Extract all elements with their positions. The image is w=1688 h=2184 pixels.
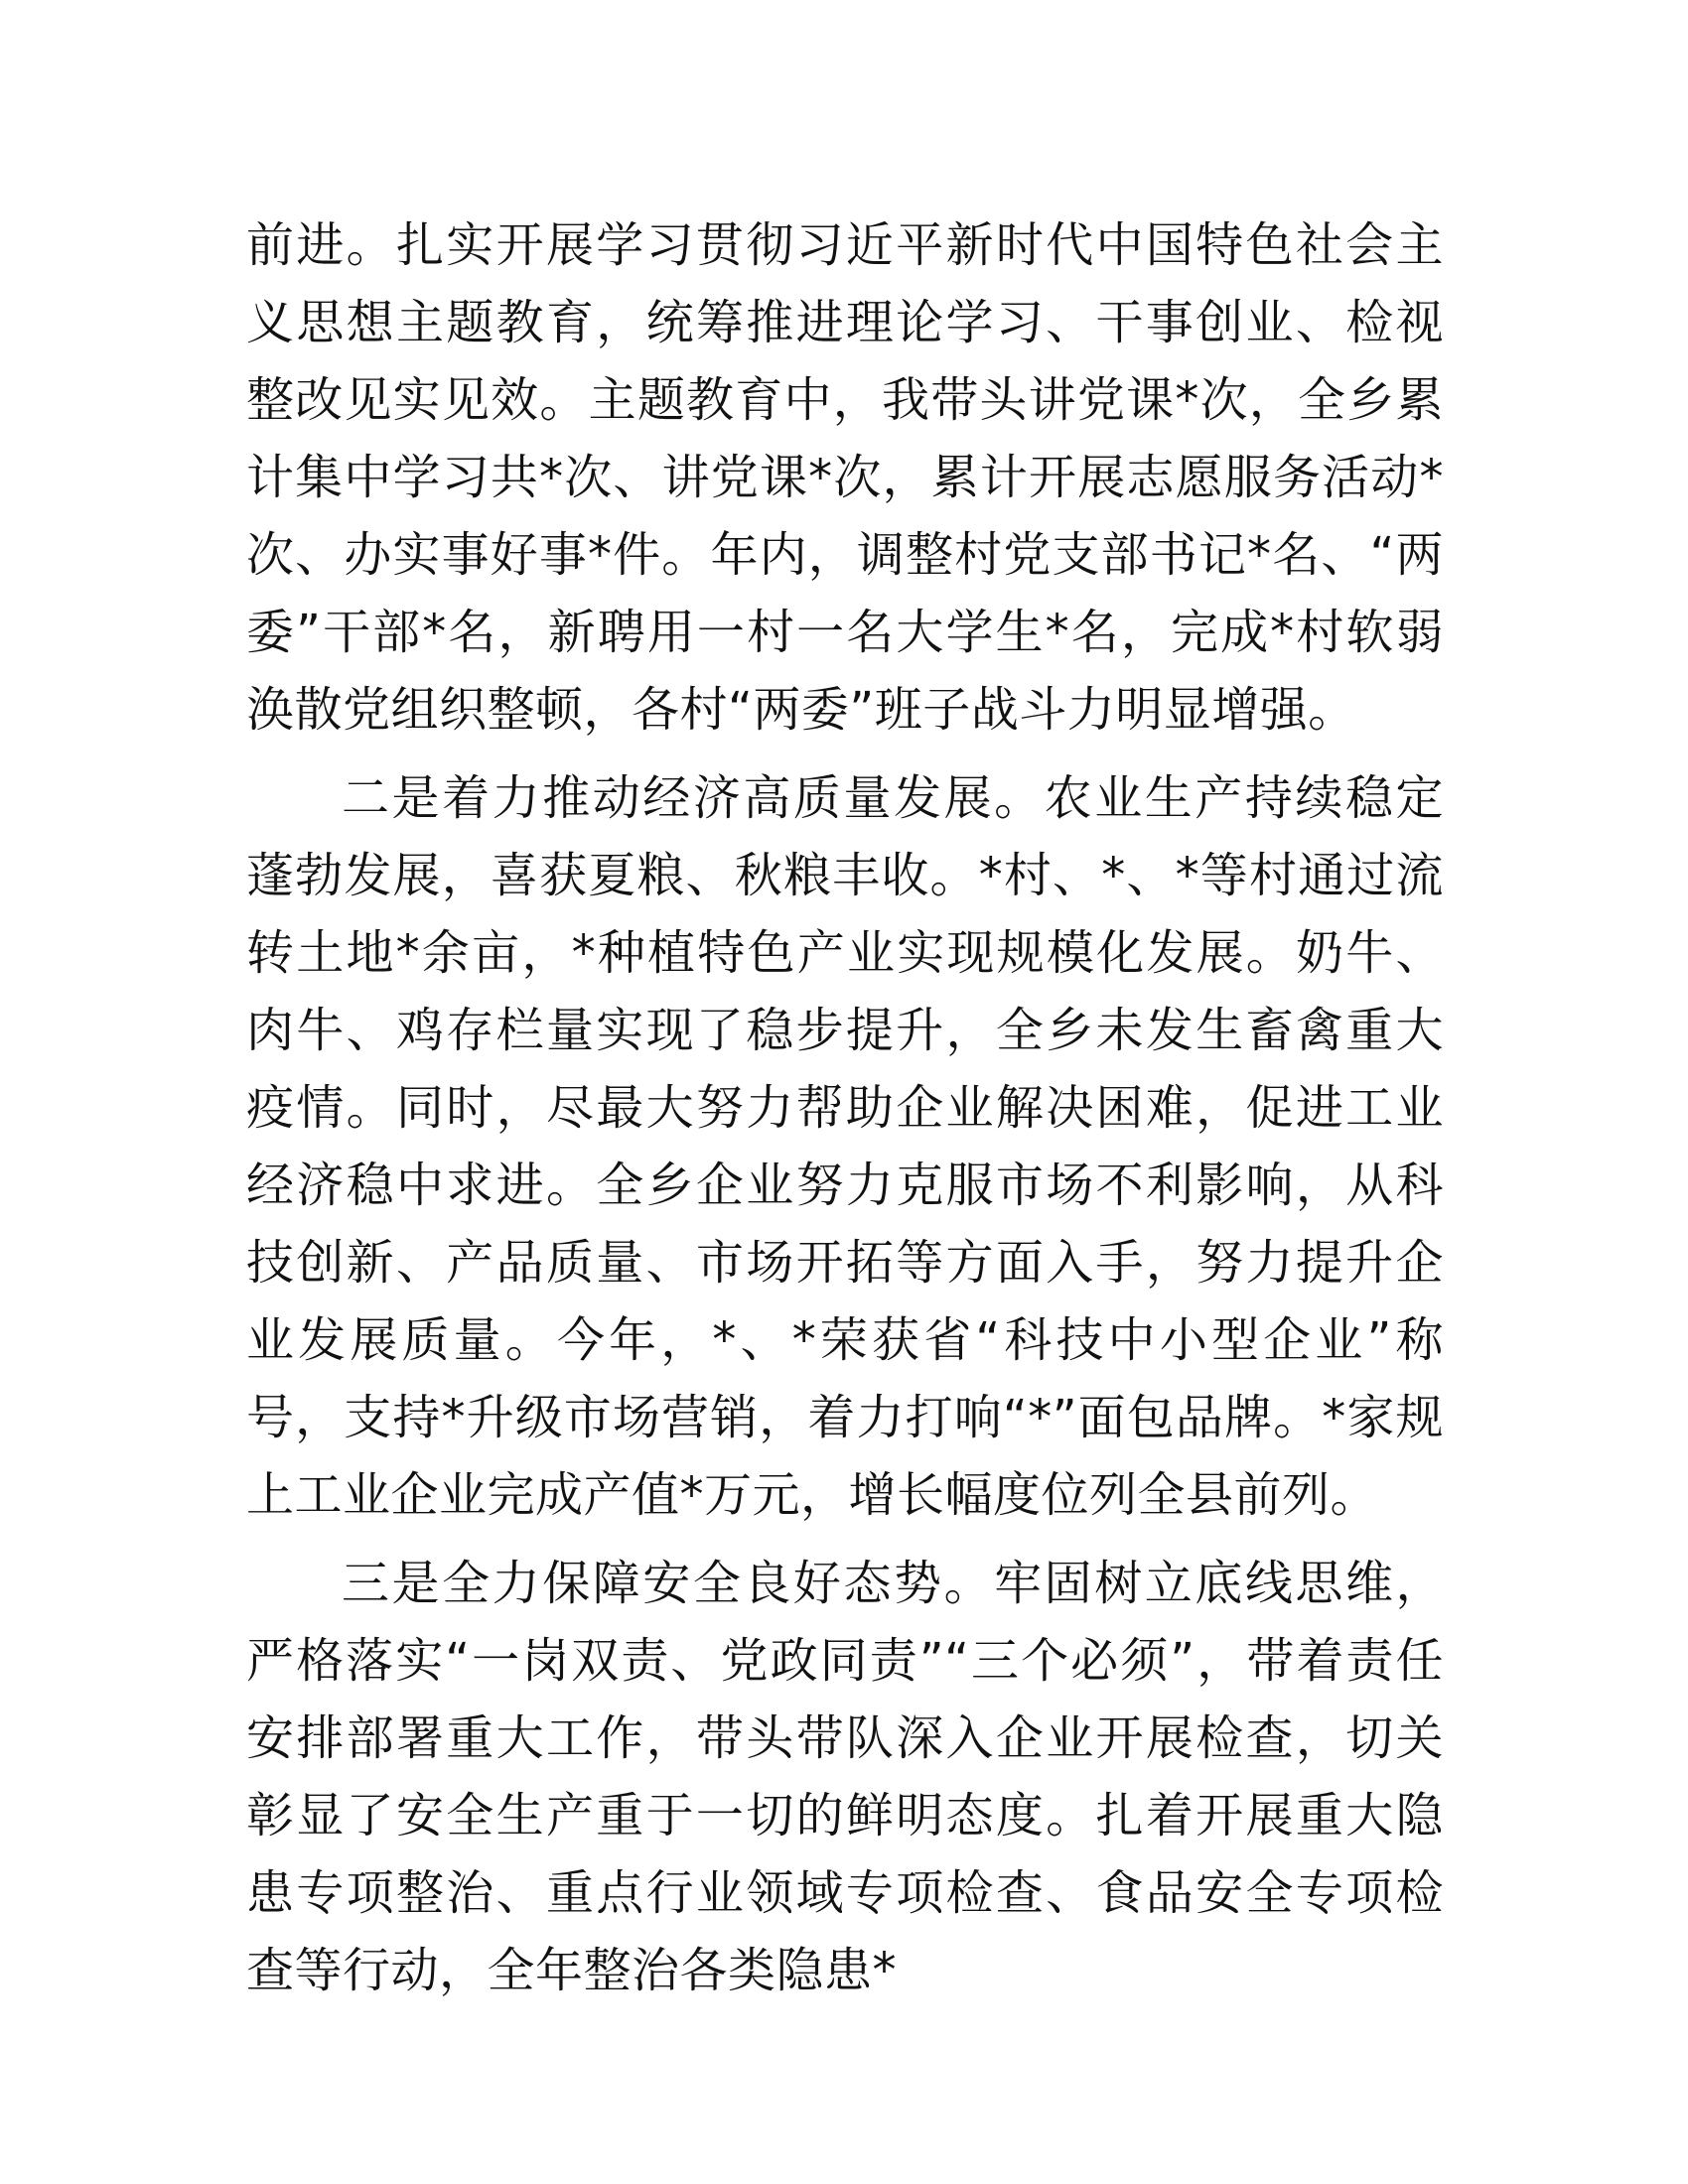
- paragraph-party-building: 前进。扎实开展学习贯彻习近平新时代中国特色社会主义思想主题教育，统筹推进理论学习、干事创业、检视整改见实见效。主题教育中，我带头讲党课*次，全乡累计集中学习共*次、讲党课*次，累计开展志愿服务活动*次、办实事好事*件。年内，调整村党支部书记*名、“两委”干部*名，新聘用一村一名大学生*名，完成*村软弱涣散党组织整顿，各村“两委”班子战斗力明显增强。: [246, 217, 1444, 738]
- paragraph-economic-development: 二是着力推动经济高质量发展。农业生产持续稳定蓬勃发展，喜获夏粮、秋粮丰收。*村、*、*等村通过流转土地*余亩，*种植特色产业实现规模化发展。奶牛、肉牛、鸡存栏量实现了稳步提升，全乡未发生畜禽重大疫情。同时，尽最大努力帮助企业解决困难，促进工业经济稳中求进。全乡企业努力克服市场不利影响，从科技创新、产品质量、市场开拓等方面入手，努力提升企业发展质量。今年，*、*荣获省“科技中小型企业”称号，支持*升级市场营销，着力打响“*”面包品牌。*家规上工业企业完成产值*万元，增长幅度位列全县前列。: [246, 770, 1444, 1523]
- paragraph-safety: 三是全力保障安全良好态势。牢固树立底线思维，严格落实“一岗双责、党政同责”“三个必须”，带着责任安排部署重大工作，带头带队深入企业开展检查，切关彰显了安全生产重于一切的鲜明态度。扎着开展重大隐患专项整治、重点行业领域专项检查、食品安全专项检查等行动，全年整治各类隐患*: [246, 1556, 1444, 1998]
- document-body: [246, 206, 1444, 2009]
